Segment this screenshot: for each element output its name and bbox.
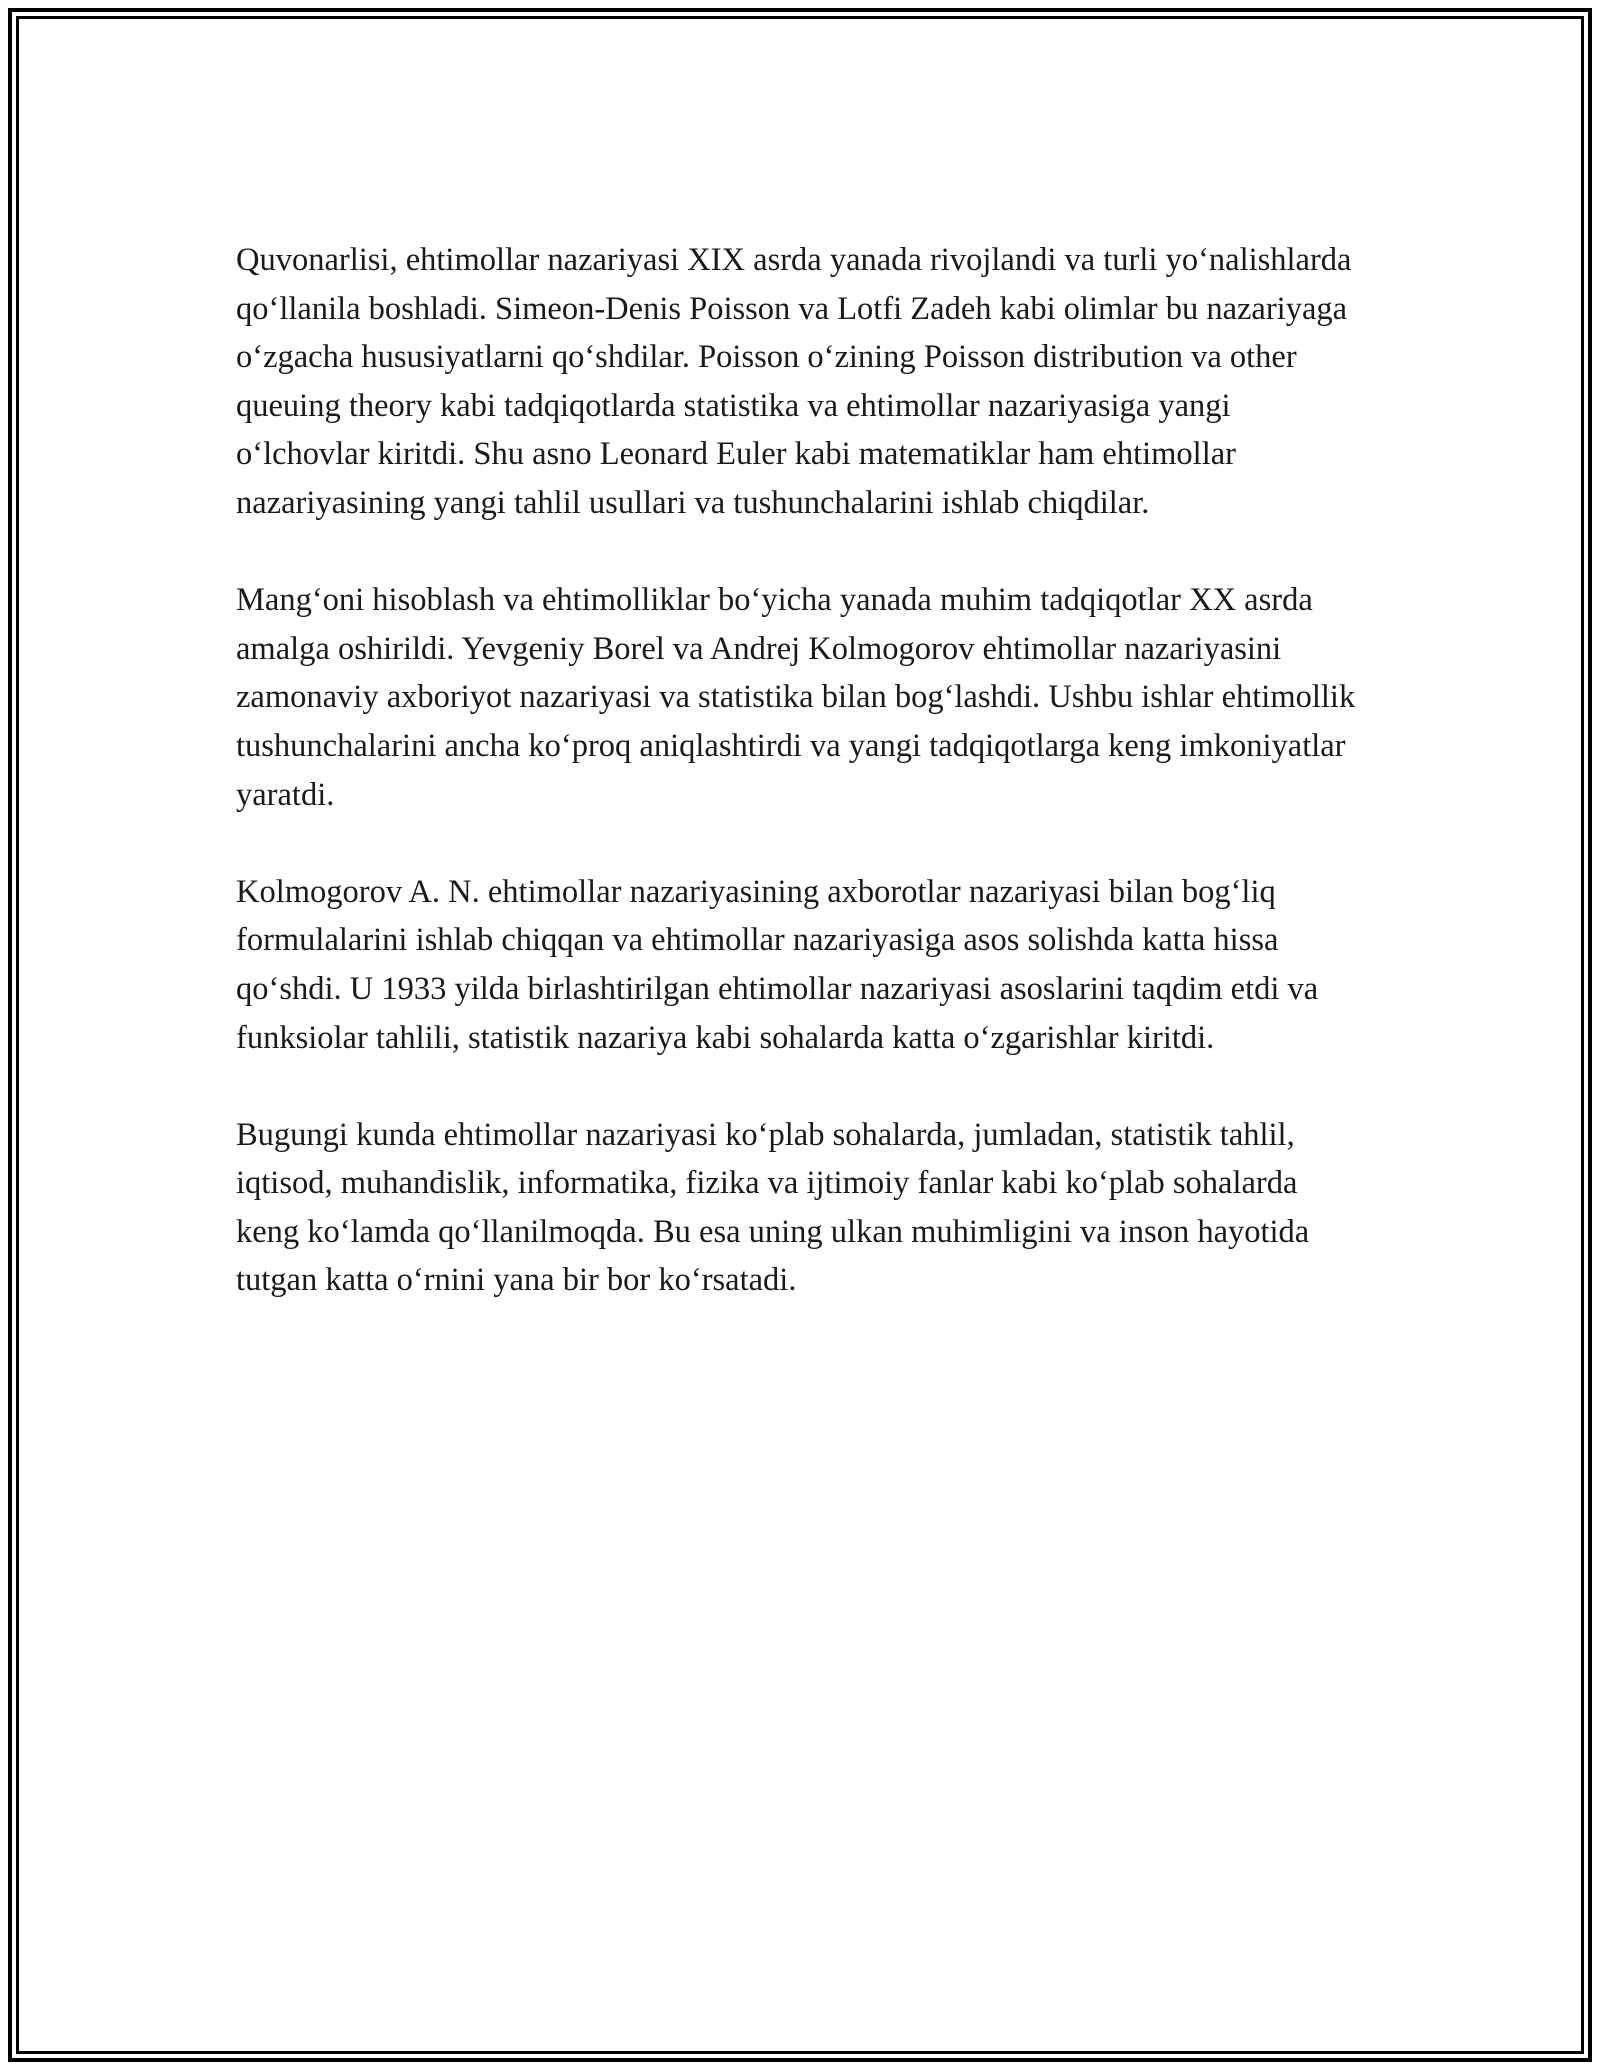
document-body bbox=[236, 236, 1366, 1305]
paragraph-2: Mang‘oni hisoblash va ehtimolliklar bo‘yicha yanada muhim tadqiqotlar XX asrda amalga oshirildi. Yevgeniy Borel va Andrej Kolmogorov ehtimollar nazariyasini zamonaviy axboriyot nazariyasi va statistika bilan bog‘lashdi. Ushbu ishlar ehtimollik tushunchalarini ancha ko‘proq aniqlashtirdi va yangi tadqiqotlarga keng imkoniyatlar yaratdi. bbox=[236, 582, 1356, 813]
paragraph-3: Kolmogorov A. N. ehtimollar nazariyasining axborotlar nazariyasi bilan bog‘liq formulalarini ishlab chiqqan va ehtimollar nazariyasiga asos solishda katta hissa qo‘shdi. U 1933 yilda birlashtirilgan ehtimollar nazariyasi asoslarini taqdim etdi va funksiolar tahlili, statistik nazariya kabi sohalarda katta o‘zgarishlar kiritdi. bbox=[236, 873, 1319, 1056]
paragraph-4: Bugungi kunda ehtimollar nazariyasi ko‘plab sohalarda, jumladan, statistik tahlil, iqtisod, muhandislik, informatika, fizika va ijtimoiy fanlar kabi ko‘plab sohalarda keng ko‘lamda qo‘llanilmoqda. Bu esa uning ulkan muhimligini va inson hayotida tutgan katta o‘rnini yana bir bor ko‘rsatadi. bbox=[236, 1116, 1310, 1299]
paragraph-1: Quvonarlisi, ehtimollar nazariyasi XIX asrda yanada rivojlandi va turli yo‘nalishlarda qo‘llanila boshladi. Simeon-Denis Poisson va Lotfi Zadeh kabi olimlar bu nazariyaga o‘zgacha hususiyatlarni qo‘shdilar. Poisson o‘zining Poisson distribution va other queuing theory kabi tadqiqotlarda statistika va ehtimollar nazariyasiga yangi o‘lchovlar kiritdi. Shu asno Leonard Euler kabi matematiklar ham ehtimollar nazariyasining yangi tahlil usullari va tushunchalarini ishlab chiqdilar. bbox=[236, 242, 1352, 521]
